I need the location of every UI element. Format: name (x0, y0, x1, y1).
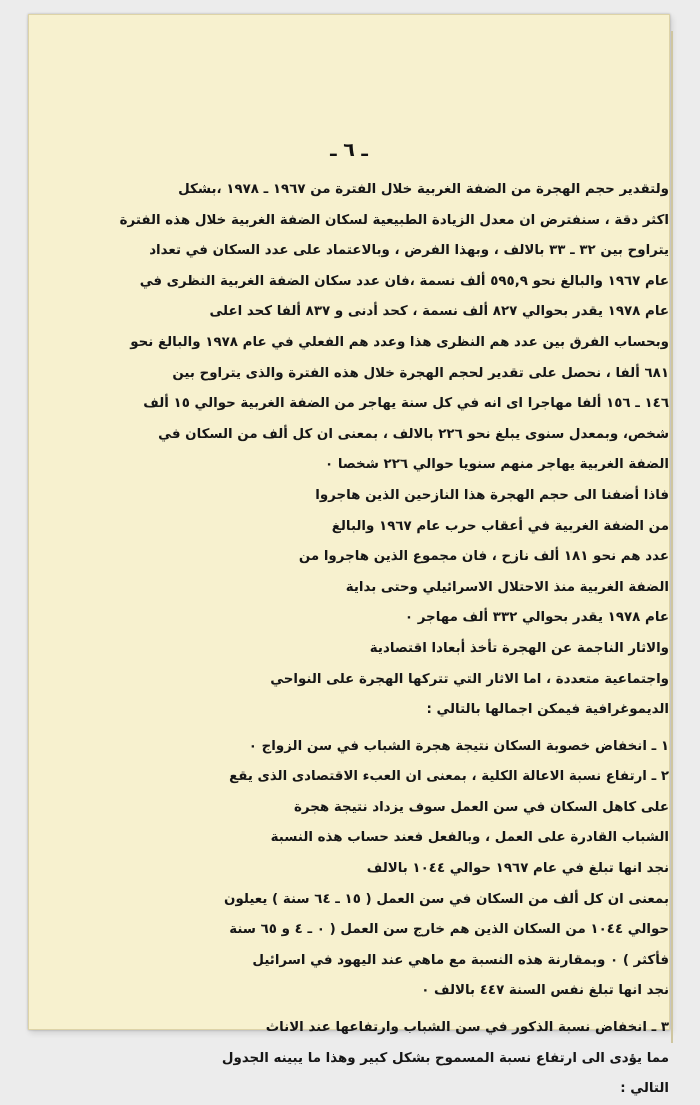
text-line: نجد انها تبلغ في عام ١٩٦٧ حوالي ١٠٤٤ بالالف (366, 861, 669, 877)
text-line: مما يؤدى الى ارتفاع نسبة المسموح بشكل كبير وهذا ما يبينه الجدول (221, 1050, 669, 1066)
text-line: وبحساب الفرق بين عدد هم النظرى هذا وعدد هم الفعلي في عام ١٩٧٨ والبالغ نحو (130, 334, 669, 350)
text-line: ولتقدير حجم الهجرة من الضفة الغربية خلال الفترة من ١٩٦٧ ـ ١٩٧٨ ،بشكل (178, 182, 669, 197)
text-line: فاذا أضفنا الى حجم الهجرة هذا النازحين الذين هاجروا (315, 487, 669, 503)
text-line: حوالي ١٠٤٤ من السكان الذين هم خارج سن العمل ( ٠ ـ ٤ و ٦٥ سنة (229, 922, 669, 938)
text-line: اكثر دقة ، سنفترض ان معدل الزيادة الطبيعية لسكان الضفة الغربية خلال هذه الفترة (119, 212, 669, 228)
text-line: بمعنى ان كل ألف من السكان في سن العمل ( ١٥ ـ ٦٤ سنة ) يعيلون (224, 891, 669, 907)
text-line: والاثار الناجمة عن الهجرة تأخذ أبعادا اقتصادية (369, 640, 669, 656)
text-line: ٦٨١ ألفا ، نحصل على تقدير لحجم الهجرة خلال هذه الفترة والذى يتراوح بين (172, 365, 669, 381)
document-page (28, 14, 670, 1097)
text-line: عام ١٩٧٨ يقدر بحوالي ٨٢٧ ألف نسمة ، كحد أدنى و ٨٣٧ ألفا كحد اعلى (209, 304, 669, 320)
page-edge (671, 31, 673, 1043)
list-item-3: ٣ ـ انخفاض نسبة الذكور في سن الشباب وارتفاعها عند الاناث (265, 1020, 669, 1036)
text-line: شخص، وبمعدل سنوى يبلغ نحو ٢٢٦ بالالف ، بمعنى ان كل ألف من السكان في (158, 426, 669, 442)
text-line: الضفة الغربية منذ الاحتلال الاسرائيلي وحتى بداية (345, 579, 669, 595)
text-line: على كاهل السكان في سن العمل سوف يزداد نتيجة هجرة (293, 799, 669, 815)
text-line: الشباب القادرة على العمل ، وبالفعل فعند حساب هذه النسبة (270, 830, 669, 846)
body-text (79, 175, 669, 1105)
text-line: عام ١٩٦٧ والبالغ نحو ٥٩٥,٩ ألف نسمة ،فان عدد سكان الضفة الغربية النظرى في (139, 273, 669, 289)
text-line: يتراوح بين ٣٢ ـ ٣٣ بالالف ، وبهذا الفرض ، وبالاعتماد على عدد السكان في تعداد (149, 243, 669, 259)
text-line: من الضفة الغربية في أعقاب حرب عام ١٩٦٧ والبالغ (331, 518, 669, 534)
text-line: عدد هم نحو ١٨١ ألف نازح ، فان مجموع الذين هاجروا من (298, 549, 669, 565)
text-line: نجد انها تبلغ نفس السنة ٤٤٧ بالالف ٠ (421, 983, 669, 999)
text-line: فأكثر ) ٠ وبمقارنة هذه النسبة مع ماهي عند اليهود في اسرائيل (252, 952, 669, 968)
list-item-1: ١ ـ انخفاض خصوبة السكان نتيجة هجرة الشباب في سن الزواج ٠ (248, 738, 669, 754)
text-line: عام ١٩٧٨ يقدر بحوالي ٣٣٢ ألف مهاجر ٠ (404, 610, 669, 626)
text-line: الضفة الغربية يهاجر منهم سنويا حوالي ٢٢٦ شخصا ٠ (324, 457, 669, 473)
page-number: ـ ٦ ـ (330, 139, 368, 161)
text-line: الديموغرافية فيمكن اجمالها بالتالي : (426, 702, 669, 718)
text-line: التالي : (620, 1081, 669, 1097)
list-item-2: ٢ ـ ارتفاع نسبة الاعالة الكلية ، بمعنى ان العبء الاقتصادى الذى يقع (229, 769, 669, 785)
text-line: ١٤٦ ـ ١٥٦ ألفا مهاجرا اى انه في كل سنة يهاجر من الضفة الغربية حوالي ١٥ ألف (143, 396, 669, 412)
text-line: واجتماعية متعددة ، اما الاثار التي تتركها الهجرة على النواحي (270, 671, 669, 687)
